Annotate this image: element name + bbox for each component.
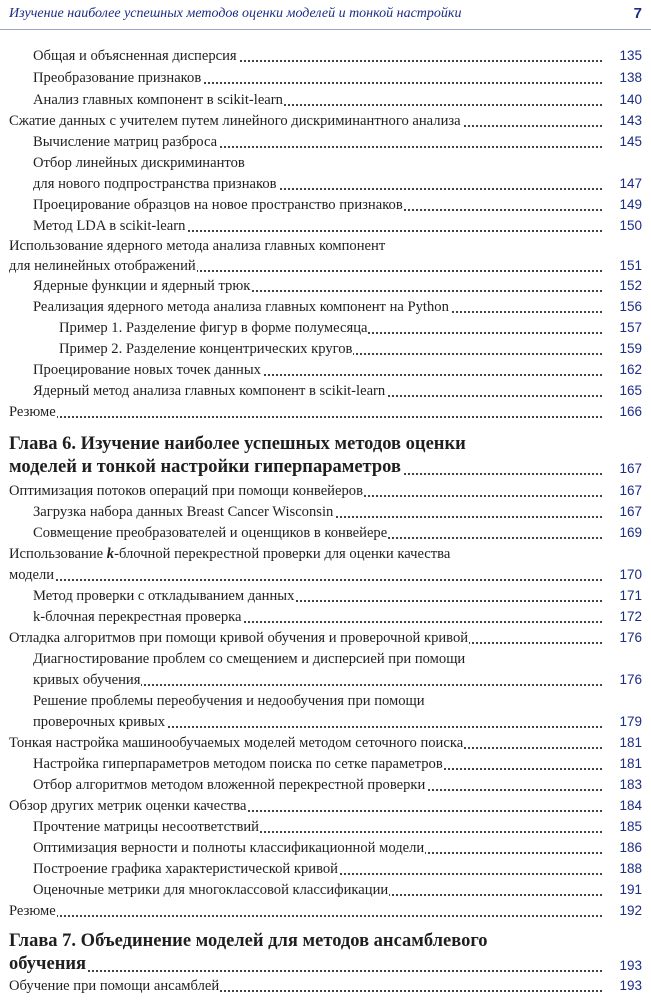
- toc-entry-title: Диагностирование проблем со смещением и дисперсией при помощи: [33, 651, 466, 667]
- toc-entry-page: 185: [602, 817, 642, 837]
- toc-entry[interactable]: [0, 628, 651, 648]
- toc-entry[interactable]: [0, 544, 651, 564]
- toc-entry-title: Использование ядерного метода анализа главных компонент: [9, 238, 386, 254]
- toc-entry-title: Оптимизация потоков операций при помощи конвейеров: [9, 483, 363, 499]
- toc-entry-title: кривых обучения: [33, 672, 141, 688]
- toc-entry-title: Отбор алгоритмов методом вложенной перекрестной проверки: [33, 777, 426, 793]
- toc-entry-title-suffix: -блочной перекрестной проверки для оценки качества: [114, 546, 451, 562]
- toc-entry-title: k-блочная перекрестная проверка: [33, 609, 242, 625]
- chapter-heading[interactable]: [0, 951, 651, 977]
- toc-entry[interactable]: [0, 733, 651, 753]
- toc-entry-title: для нелинейных отображений: [9, 258, 196, 274]
- chapter-page: 167: [602, 456, 642, 482]
- toc-entry-page: 167: [602, 502, 642, 522]
- toc-entry[interactable]: [0, 318, 651, 338]
- toc-entry[interactable]: [0, 817, 651, 837]
- toc-entry-title: Сжатие данных с учителем путем линейного дискриминантного анализа: [9, 113, 461, 129]
- toc-entry-title: Загрузка набора данных Breast Cancer Wisconsin: [33, 504, 334, 520]
- toc-entry-page: 192: [602, 901, 642, 921]
- toc-entry[interactable]: [0, 174, 651, 194]
- toc-entry-page: 172: [602, 607, 642, 627]
- toc-entry-title: Прочтение матрицы несоответствий: [33, 819, 259, 835]
- toc-entry-page: 188: [602, 859, 642, 879]
- toc-entry-title: Построение графика характеристической кривой: [33, 861, 338, 877]
- toc-entry[interactable]: [0, 402, 651, 422]
- toc-entry-page: 151: [602, 256, 642, 276]
- toc-entry[interactable]: [0, 68, 651, 88]
- toc-entry-title: модели: [9, 567, 55, 583]
- running-header-title: Изучение наиболее успешных методов оценки моделей и тонкой настройки: [9, 6, 462, 21]
- leader-dots: [9, 579, 602, 581]
- toc-entry[interactable]: [0, 111, 651, 131]
- chapter-page: 193: [602, 953, 642, 979]
- running-header: [0, 0, 651, 30]
- chapter-title: моделей и тонкой настройки гиперпараметров: [9, 454, 402, 480]
- toc-entry-title: Тонкая настройка машинообучаемых моделей методом сеточного поиска: [9, 735, 464, 751]
- toc-entry[interactable]: [0, 339, 651, 359]
- toc-entry[interactable]: [0, 880, 651, 900]
- toc-entry[interactable]: [0, 236, 651, 256]
- toc-entry-title: Проецирование новых точек данных: [33, 362, 261, 378]
- toc-entry[interactable]: [0, 90, 651, 110]
- toc-entry-page: 170: [602, 565, 642, 585]
- toc-entry-title: Общая и объясненная дисперсия: [33, 48, 237, 64]
- toc-entry[interactable]: [0, 754, 651, 774]
- toc-entry-title: Отбор линейных дискриминантов: [33, 155, 245, 171]
- toc-entry-page: 169: [602, 523, 642, 543]
- toc-entry-title-prefix: Использование: [9, 546, 107, 562]
- toc-entry[interactable]: [0, 360, 651, 380]
- toc-entry[interactable]: [0, 796, 651, 816]
- toc-entry-page: 183: [602, 775, 642, 795]
- chapter-title: Глава 7. Объединение моделей для методов ансамблевого: [9, 928, 489, 954]
- toc-entry-page: 166: [602, 402, 642, 422]
- toc-entry[interactable]: [0, 153, 651, 173]
- toc-entry-page: 171: [602, 586, 642, 606]
- toc-entry-page: 150: [602, 216, 642, 236]
- toc-entry-title: Оптимизация верности и полноты классификационной модели: [33, 840, 425, 856]
- toc-entry[interactable]: [0, 481, 651, 501]
- leader-dots: [9, 416, 602, 418]
- toc-entry[interactable]: [0, 775, 651, 795]
- toc-entry-page: 149: [602, 195, 642, 215]
- toc-entry-page: 179: [602, 712, 642, 732]
- toc-entry-title: проверочных кривых: [33, 714, 165, 730]
- toc-entry[interactable]: [0, 46, 651, 66]
- toc-entry-title: Вычисление матриц разброса: [33, 134, 218, 150]
- leader-dots: [9, 915, 602, 917]
- toc-entry[interactable]: [0, 670, 651, 690]
- chapter-title: обучения: [9, 951, 87, 977]
- toc-entry[interactable]: [0, 216, 651, 236]
- toc-entry[interactable]: [0, 649, 651, 669]
- toc-entry[interactable]: [0, 381, 651, 401]
- toc-entry-page: 159: [602, 339, 642, 359]
- toc-entry-page: 184: [602, 796, 642, 816]
- leader-dots: [9, 970, 602, 972]
- toc-entry-page: 162: [602, 360, 642, 380]
- toc-entry-page: 165: [602, 381, 642, 401]
- toc-entry-page: 193: [602, 976, 642, 996]
- toc-entry[interactable]: [0, 297, 651, 317]
- toc-entry-title: Настройка гиперпараметров методом поиска по сетке параметров: [33, 756, 443, 772]
- toc-entry-title: Ядерный метод анализа главных компонент в scikit-learn: [33, 383, 386, 399]
- toc-entry[interactable]: [0, 502, 651, 522]
- toc-entry-page: 186: [602, 838, 642, 858]
- toc-entry-page: 181: [602, 733, 642, 753]
- toc-entry[interactable]: [0, 195, 651, 215]
- chapter-heading[interactable]: [0, 454, 651, 480]
- toc-entry-title: Метод проверки с откладыванием данных: [33, 588, 295, 604]
- toc-entry-title: Анализ главных компонент в scikit-learn: [33, 92, 283, 108]
- toc-entry-page: 140: [602, 90, 642, 110]
- toc-entry[interactable]: [0, 586, 651, 606]
- toc-entry-page: 147: [602, 174, 642, 194]
- toc-entry[interactable]: [0, 859, 651, 879]
- toc-entry[interactable]: [0, 607, 651, 627]
- toc-entry-title: Обучение при помощи ансамблей: [9, 978, 220, 994]
- toc-entry-title: Метод LDA в scikit-learn: [33, 218, 186, 234]
- k-variable: k: [106, 546, 115, 562]
- toc-entry-page: 156: [602, 297, 642, 317]
- toc-entry-page: 145: [602, 132, 642, 152]
- toc-entry-page: 152: [602, 276, 642, 296]
- toc-entry-title: Проецирование образцов на новое пространство признаков: [33, 197, 403, 213]
- chapter-title: Глава 6. Изучение наиболее успешных методов оценки: [9, 431, 467, 457]
- toc-entry-page: 157: [602, 318, 642, 338]
- toc-entry-page: 167: [602, 481, 642, 501]
- toc-entry[interactable]: [0, 132, 651, 152]
- toc-entry-title: Совмещение преобразователей и оценщиков в конвейере: [33, 525, 388, 541]
- toc-entry[interactable]: [0, 976, 651, 996]
- toc-entry[interactable]: [0, 838, 651, 858]
- toc-entry[interactable]: [0, 901, 651, 921]
- toc-entry-title: Отладка алгоритмов при помощи кривой обучения и проверочной кривой: [9, 630, 469, 646]
- toc-entry[interactable]: [0, 256, 651, 276]
- toc-entry-page: 176: [602, 670, 642, 690]
- toc-entry-page: 176: [602, 628, 642, 648]
- toc-entry-title: Решение проблемы переобучения и недообучения при помощи: [33, 693, 425, 709]
- toc-entry-title: [9, 544, 451, 564]
- toc-entry-page: 135: [602, 46, 642, 66]
- toc-entry[interactable]: [0, 691, 651, 711]
- toc-entry-title: Реализация ядерного метода анализа главных компонент на Python: [33, 299, 449, 315]
- toc-entry-title: Оценочные метрики для многоклассовой классификации: [33, 882, 389, 898]
- toc-entry-title: Пример 2. Разделение концентрических кругов: [59, 341, 353, 357]
- toc-entry-title: Пример 1. Разделение фигур в форме полумесяца: [59, 320, 368, 336]
- toc-entry-title: Обзор других метрик оценки качества: [9, 798, 247, 814]
- toc-entry-page: 138: [602, 68, 642, 88]
- toc-entry-title: Преобразование признаков: [33, 70, 202, 86]
- toc-entry[interactable]: [0, 565, 651, 585]
- toc-entry-page: 143: [602, 111, 642, 131]
- toc-entry-title: Резюме: [9, 903, 56, 919]
- toc-entry-title: Ядерные функции и ядерный трюк: [33, 278, 251, 294]
- page-number: 7: [633, 5, 642, 22]
- toc-entry-page: 181: [602, 754, 642, 774]
- toc-entry-title: для нового подпространства признаков: [33, 176, 277, 192]
- toc-entry[interactable]: [0, 276, 651, 296]
- toc-entry-page: 191: [602, 880, 642, 900]
- toc-entry[interactable]: [0, 523, 651, 543]
- toc-entry-title: Резюме: [9, 404, 56, 420]
- toc-entry[interactable]: [0, 712, 651, 732]
